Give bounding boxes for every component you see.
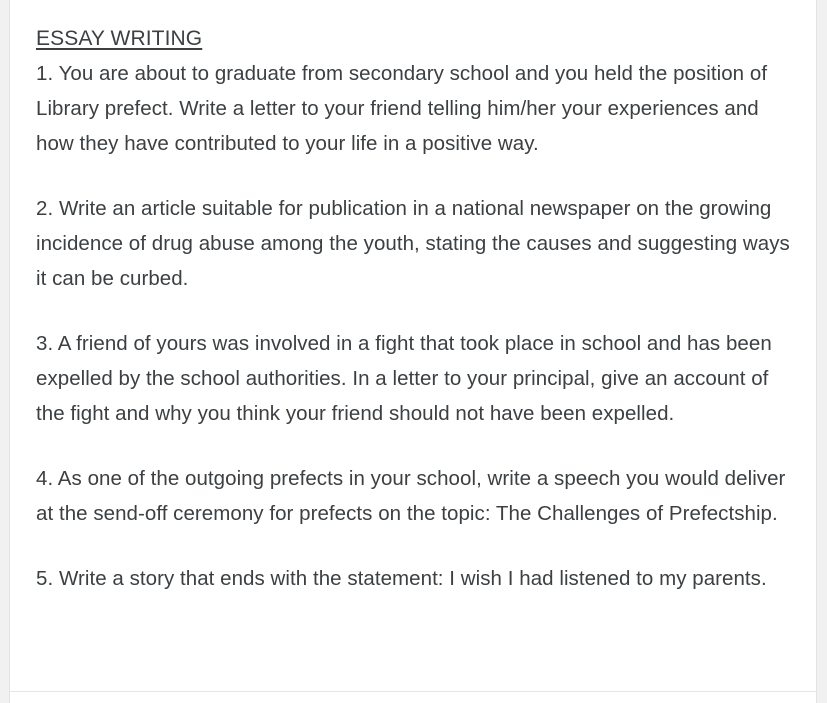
essay-question-5: 5. Write a story that ends with the statement: I wish I had listened to my parents.	[36, 567, 767, 590]
essay-question-3: 3. A friend of yours was involved in a fight that took place in school and has been expelled by the school authorities. In a letter to your principal, give an account of the fight and why you think your friend should not have been expelled.	[36, 332, 772, 425]
page-bottom-divider	[10, 691, 817, 692]
page-right-margin	[816, 0, 827, 703]
essay-question-2: 2. Write an article suitable for publication in a national newspaper on the growing incidence of drug abuse among the youth, stating the causes and suggesting ways it can be curbed.	[36, 197, 790, 290]
essay-question-1: 1. You are about to graduate from secondary school and you held the position of Library prefect. Write a letter to your friend telling him/her your experiences and how they have contributed to your life in a positive way.	[36, 62, 768, 155]
essay-question-4: 4. As one of the outgoing prefects in your school, write a speech you would deliver at the send-off ceremony for prefects on the topic: The Challenges of Prefectship.	[36, 467, 786, 525]
document-content	[10, 0, 817, 703]
page-title: ESSAY WRITING	[36, 27, 203, 50]
page-left-margin	[0, 0, 10, 703]
